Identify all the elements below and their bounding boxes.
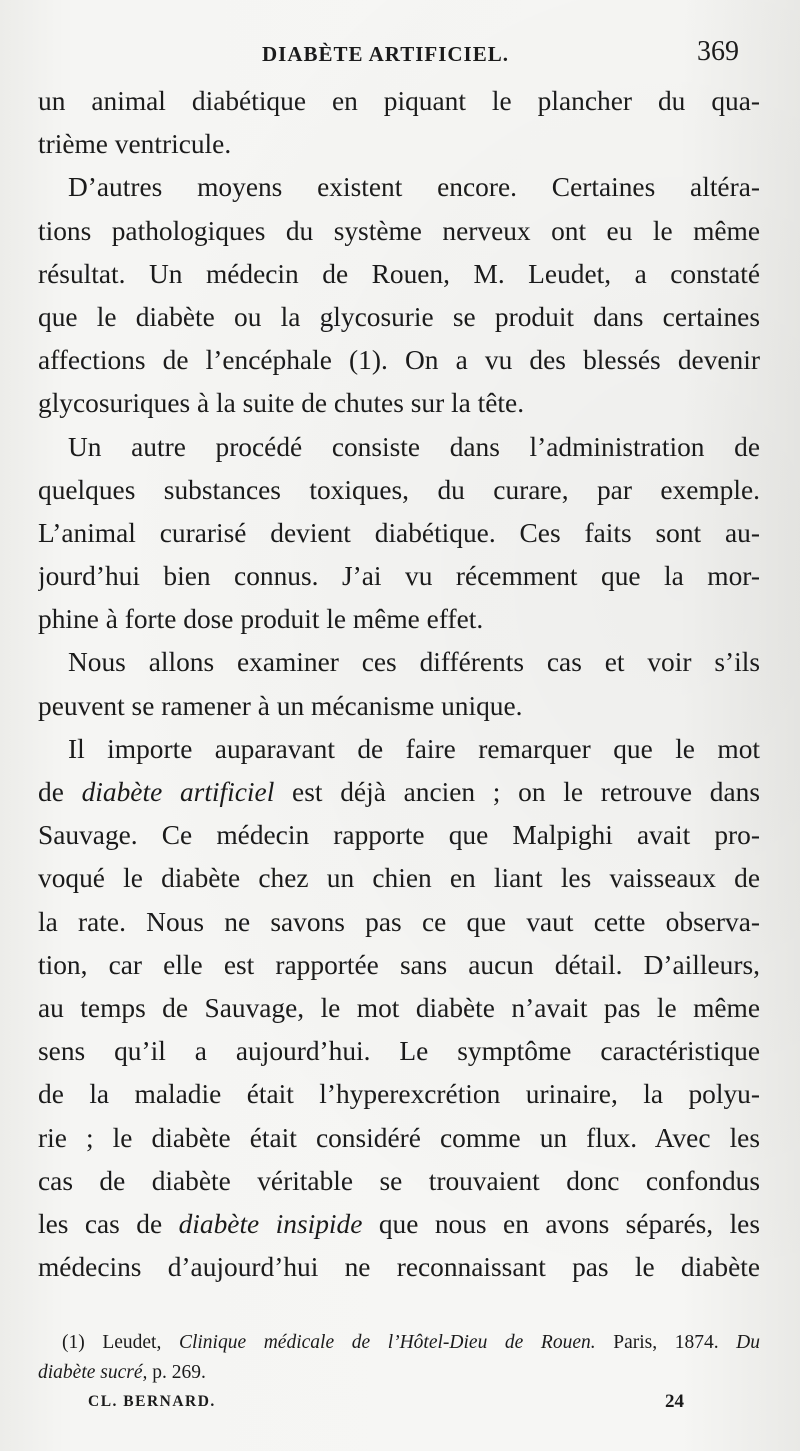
text-line: Sauvage. Ce médecin rapporte que Malpighi avait pro- <box>38 820 760 851</box>
text-line <box>38 1203 760 1246</box>
text-line: un animal diabétique en piquant le plancher du qua- <box>38 86 760 116</box>
text-run: est déjà ancien ; on le retrouve dans <box>274 777 760 807</box>
text-line: Un autre procédé consiste dans l’administration de <box>68 431 760 462</box>
text-line: résultat. Un médecin de Rouen, M. Leudet, a constaté <box>38 258 760 289</box>
text-line: affections de l’encéphale (1). On a vu des blessés devenir <box>38 345 760 376</box>
italic-term: diabète artificiel <box>81 777 275 807</box>
text-line: voqué le diabète chez un chien en liant les vaisseaux de <box>38 863 760 894</box>
text-line: de la maladie était l’hyperexcrétion urinaire, la polyu- <box>38 1079 760 1110</box>
text-line: au temps de Sauvage, le mot diabète n’avait pas le même <box>38 992 760 1023</box>
footnote-text: p. 269. <box>147 1362 206 1383</box>
footnote-marker: (1) Leudet, <box>62 1332 179 1353</box>
text-line: tion, car elle est rapportée sans aucun détail. D’ailleurs, <box>38 949 760 980</box>
running-head: DIABÈTE ARTIFICIEL. <box>262 42 509 66</box>
footnote-line <box>38 1358 760 1388</box>
text-line: Il importe auparavant de faire remarquer que le mot <box>68 733 760 764</box>
text-line: jourd’hui bien connus. J’ai vu récemment que la mor- <box>38 561 760 592</box>
page-header <box>0 36 800 70</box>
footnote-line <box>38 1328 760 1358</box>
text-line: trième ventricule. <box>38 129 232 160</box>
text-line: glycosuriques à la suite de chutes sur la tête. <box>38 388 525 419</box>
footnote-text: Paris, 1874. <box>595 1332 737 1353</box>
text-line: cas de diabète véritable se trouvaient donc confondus <box>38 1165 760 1196</box>
text-line: sens qu’il a aujourd’hui. Le symptôme caractéristique <box>38 1036 760 1067</box>
text-line: médecins d’aujourd’hui ne reconnaissant pas le diabète <box>38 1252 760 1283</box>
text-line: tions pathologiques du système nerveux ont eu le même <box>38 215 760 246</box>
body-text <box>38 80 760 1289</box>
text-line: L’animal curarisé devient diabétique. Ces faits sont au- <box>38 517 760 548</box>
text-line: Nous allons examiner ces différents cas et voir s’ils <box>68 647 760 678</box>
text-line: quelques substances toxiques, du curare, par exemple. <box>38 474 760 505</box>
text-line: la rate. Nous ne savons pas ce que vaut cette observa- <box>38 906 760 937</box>
text-line <box>38 771 760 814</box>
text-run: que nous en avons séparés, les <box>362 1208 760 1239</box>
text-line: rie ; le diabète était considéré comme un flux. Avec les <box>38 1122 760 1153</box>
signature-mark: CL. BERNARD. <box>88 1393 216 1410</box>
text-line: phine à forte dose produit le même effet. <box>38 604 484 635</box>
sheet-number: 24 <box>665 1391 684 1412</box>
text-line: peuvent se ramener à un mécanisme unique. <box>38 690 523 721</box>
footnote-title: Du <box>736 1332 761 1353</box>
footnote-title: diabète sucré, <box>38 1362 148 1383</box>
text-run: de <box>38 777 82 807</box>
italic-term: diabète insipide <box>178 1208 363 1239</box>
page-number: 369 <box>697 36 739 67</box>
text-line: que le diabète ou la glycosurie se produit dans certaines <box>38 301 760 332</box>
footnote-title: Clinique médicale de l’Hôtel-Dieu de Rouen. <box>178 1332 596 1353</box>
footnote <box>38 1328 760 1388</box>
text-run: les cas de <box>38 1208 179 1239</box>
signature-row <box>0 1393 800 1419</box>
text-line: D’autres moyens existent encore. Certaines altéra- <box>68 172 760 203</box>
